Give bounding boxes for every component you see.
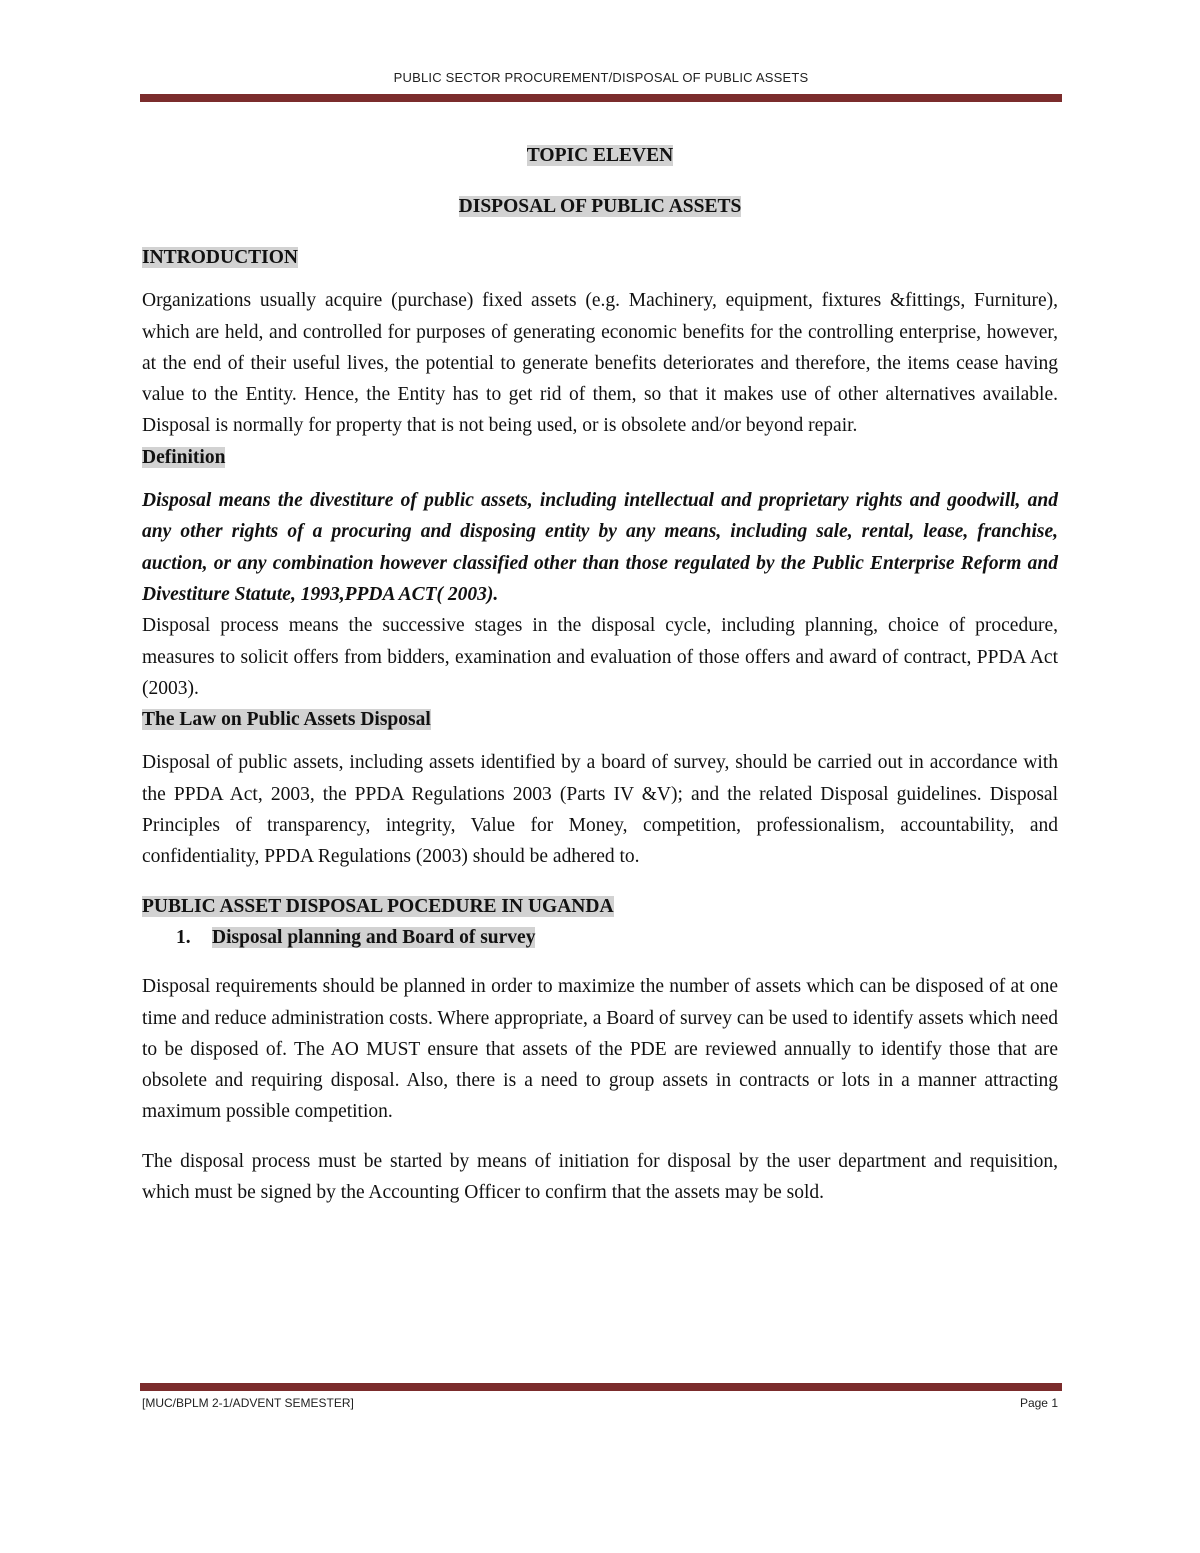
document-title <box>142 191 1058 222</box>
step-1-paragraph-2: The disposal process must be started by means of initiation for disposal by the user department and requisition, which must be signed by the Accounting Officer to confirm that the assets may be sold. <box>142 1150 1058 1204</box>
page-body <box>142 140 1058 1208</box>
footer-rule <box>140 1383 1062 1391</box>
topic-heading <box>142 140 1058 171</box>
introduction-heading-text: INTRODUCTION <box>142 247 299 268</box>
document-title-text: DISPOSAL OF PUBLIC ASSETS <box>458 196 742 217</box>
law-paragraph: Disposal of public assets, including assets identified by a board of survey, should be carried out in accordance with the PPDA Act, 2003, the PPDA Regulations 2003 (Parts IV &V); and the related Disposal guidelines. Disposal Principles of transparency, integrity, Value for Money, competition, professionalism, accountability, and confidentiality, PPDA Regulations (2003) should be adhered to. <box>142 752 1058 868</box>
step-1-number: 1. <box>176 926 191 948</box>
page-number: Page 1 <box>1019 1396 1058 1410</box>
definition-heading <box>142 442 1058 473</box>
step-1-heading-text: Disposal planning and Board of survey <box>212 926 536 948</box>
topic-heading-text: TOPIC ELEVEN <box>526 145 674 166</box>
step-1-heading <box>142 922 1058 953</box>
step-1-paragraph-1: Disposal requirements should be planned in order to maximize the number of assets which can be disposed of at one time and reduce administration costs. Where appropriate, a Board of survey can be used to identify assets which need to be disposed of. The AO MUST ensure that assets of the PDE are reviewed annually to identify those that are obsolete and requiring disposal. Also, there is a need to group assets in contracts or lots in a manner attracting maximum possible competition. <box>142 976 1058 1123</box>
introduction-paragraph: Organizations usually acquire (purchase) fixed assets (e.g. Machinery, equipment, fixtures &fittings, Furniture), which are held, and controlled for purposes of generating economic benefits for the controlling enterprise, however, at the end of their useful lives, the potential to generate benefits deteriorates and therefore, the items cease having value to the Entity. Hence, the Entity has to get rid of them, so that it makes use of other alternatives available. Disposal is normally for property that is not being used, or is obsolete and/or beyond repair. <box>142 290 1058 437</box>
header-rule <box>140 94 1062 102</box>
running-header: PUBLIC SECTOR PROCUREMENT/DISPOSAL OF PUBLIC ASSETS <box>393 70 809 85</box>
definition-heading-text: Definition <box>142 446 226 468</box>
footer-course-code: [MUC/BPLM 2-1/ADVENT SEMESTER] <box>142 1396 354 1410</box>
introduction-heading <box>142 242 1058 273</box>
law-heading <box>142 704 1058 735</box>
procedure-heading <box>142 891 1058 922</box>
definition-paragraph: Disposal means the divestiture of public assets, including intellectual and proprietary rights and goodwill, and any other rights of a procuring and disposing entity by any means, including sale, rental, lease, franchise, auction, or any combination however classified other than those regulated by the Public Enterprise Reform and Divestiture Statute, 1993,PPDA ACT( 2003). <box>142 490 1058 605</box>
disposal-process-paragraph: Disposal process means the successive stages in the disposal cycle, including planning, choice of procedure, measures to solicit offers from bidders, examination and evaluation of those offers and award of contract, PPDA Act (2003). <box>142 615 1058 699</box>
procedure-heading-text: PUBLIC ASSET DISPOSAL POCEDURE IN UGANDA <box>142 895 614 917</box>
law-heading-text: The Law on Public Assets Disposal <box>142 709 431 731</box>
